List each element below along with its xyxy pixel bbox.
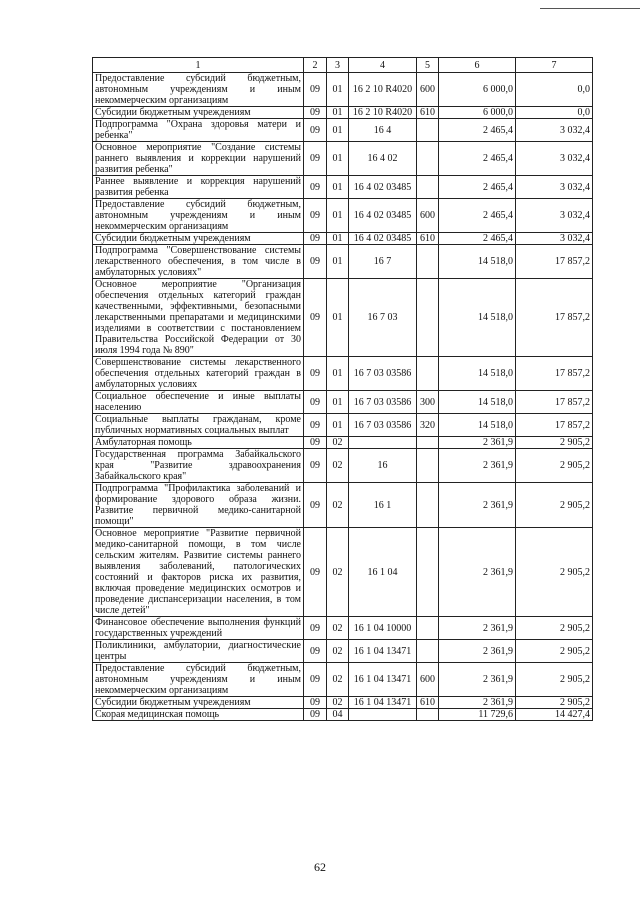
section-code-cell: 09 (304, 245, 327, 279)
table-row (93, 663, 593, 697)
expense-type-cell (417, 245, 439, 279)
table-row (93, 697, 593, 709)
amount-year2-cell: 17 857,2 (516, 279, 593, 357)
section-code-cell: 09 (304, 697, 327, 709)
page-number: 62 (314, 860, 326, 874)
amount-year1-cell: 14 518,0 (439, 245, 516, 279)
table-row (93, 709, 593, 721)
item-name-cell: Государственная программа Забайкальского края "Развитие здравоохранения Забайкальского края" (93, 449, 304, 483)
subsection-code-cell: 01 (327, 107, 349, 119)
subsection-code-cell: 01 (327, 357, 349, 391)
item-name-cell: Субсидии бюджетным учреждениям (93, 233, 304, 245)
amount-year1-cell: 2 361,9 (439, 528, 516, 617)
table-row (93, 391, 593, 414)
header-cell: 2 (304, 58, 327, 73)
expense-type-cell: 300 (417, 391, 439, 414)
section-code-cell: 09 (304, 528, 327, 617)
target-article-cell: 16 7 03 (349, 279, 417, 357)
amount-year1-cell: 2 361,9 (439, 663, 516, 697)
amount-year1-cell: 2 465,4 (439, 176, 516, 199)
header-cell: 4 (349, 58, 417, 73)
subsection-code-cell: 02 (327, 697, 349, 709)
amount-year2-cell: 2 905,2 (516, 640, 593, 663)
item-name-cell: Предоставление субсидий бюджетным, автономным учреждениям и иным некоммерческим организациям (93, 199, 304, 233)
amount-year1-cell: 11 729,6 (439, 709, 516, 721)
header-cell: 7 (516, 58, 593, 73)
expense-type-cell (417, 640, 439, 663)
subsection-code-cell: 01 (327, 73, 349, 107)
section-code-cell: 09 (304, 199, 327, 233)
item-name-cell: Подпрограмма "Профилактика заболеваний и формирование здорового образа жизни. Развитие первичной медико-санитарной помощи" (93, 483, 304, 528)
amount-year1-cell: 6 000,0 (439, 107, 516, 119)
budget-table (92, 57, 593, 721)
item-name-cell: Субсидии бюджетным учреждениям (93, 107, 304, 119)
table-row (93, 245, 593, 279)
target-article-cell (349, 709, 417, 721)
section-code-cell: 09 (304, 142, 327, 176)
subsection-code-cell: 01 (327, 245, 349, 279)
subsection-code-cell: 02 (327, 483, 349, 528)
amount-year1-cell: 2 361,9 (439, 437, 516, 449)
expense-type-cell (417, 528, 439, 617)
table-row (93, 449, 593, 483)
amount-year1-cell: 6 000,0 (439, 73, 516, 107)
header-cell: 5 (417, 58, 439, 73)
expense-type-cell (417, 142, 439, 176)
section-code-cell: 09 (304, 709, 327, 721)
amount-year2-cell: 3 032,4 (516, 199, 593, 233)
section-code-cell: 09 (304, 449, 327, 483)
item-name-cell: Амбулаторная помощь (93, 437, 304, 449)
item-name-cell: Основное мероприятие "Развитие первичной медико-санитарной помощи, в том числе сельским жителям. Развитие системы раннего выявления заболеваний, патологических состояний и факторов риска их развития, включая проведение медицинских осмотров и проведение диспансеризации населения, в том числе детей" (93, 528, 304, 617)
amount-year1-cell: 2 465,4 (439, 199, 516, 233)
amount-year1-cell: 2 465,4 (439, 233, 516, 245)
amount-year2-cell: 2 905,2 (516, 437, 593, 449)
item-name-cell: Предоставление субсидий бюджетным, автономным учреждениям и иным некоммерческим организациям (93, 73, 304, 107)
subsection-code-cell: 01 (327, 142, 349, 176)
amount-year2-cell: 17 857,2 (516, 357, 593, 391)
expense-type-cell (417, 437, 439, 449)
amount-year2-cell: 3 032,4 (516, 176, 593, 199)
target-article-cell: 16 1 04 13471 (349, 640, 417, 663)
item-name-cell: Финансовое обеспечение выполнения функций государственных учреждений (93, 617, 304, 640)
target-article-cell: 16 7 (349, 245, 417, 279)
item-name-cell: Социальное обеспечение и иные выплаты населению (93, 391, 304, 414)
item-name-cell: Подпрограмма "Охрана здоровья матери и ребенка" (93, 119, 304, 142)
expense-type-cell: 610 (417, 697, 439, 709)
subsection-code-cell: 01 (327, 233, 349, 245)
expense-type-cell: 600 (417, 663, 439, 697)
amount-year2-cell: 3 032,4 (516, 119, 593, 142)
section-code-cell: 09 (304, 279, 327, 357)
header-cell: 3 (327, 58, 349, 73)
subsection-code-cell: 04 (327, 709, 349, 721)
expense-type-cell (417, 483, 439, 528)
target-article-cell: 16 1 (349, 483, 417, 528)
item-name-cell: Предоставление субсидий бюджетным, автономным учреждениям и иным некоммерческим организациям (93, 663, 304, 697)
subsection-code-cell: 02 (327, 528, 349, 617)
expense-type-cell: 600 (417, 199, 439, 233)
amount-year1-cell: 2 361,9 (439, 483, 516, 528)
amount-year2-cell: 14 427,4 (516, 709, 593, 721)
table-row (93, 528, 593, 617)
amount-year1-cell: 14 518,0 (439, 391, 516, 414)
target-article-cell: 16 4 (349, 119, 417, 142)
subsection-code-cell: 01 (327, 391, 349, 414)
header-cell: 1 (93, 58, 304, 73)
expense-type-cell (417, 279, 439, 357)
target-article-cell: 16 (349, 449, 417, 483)
subsection-code-cell: 01 (327, 414, 349, 437)
table-row (93, 437, 593, 449)
table-row (93, 414, 593, 437)
amount-year2-cell: 3 032,4 (516, 142, 593, 176)
expense-type-cell: 610 (417, 107, 439, 119)
table-row (93, 233, 593, 245)
item-name-cell: Подпрограмма "Совершенствование системы лекарственного обеспечения, в том числе в амбулаторных условиях" (93, 245, 304, 279)
table-row (93, 73, 593, 107)
amount-year1-cell: 2 465,4 (439, 142, 516, 176)
item-name-cell: Основное мероприятие "Организация обеспечения отдельных категорий граждан качественными, эффективными, безопасными лекарственными препаратами и медицинскими изделиями в соответствии с постановлением Правительства Российской Федерации от 30 июля 1994 года № 890" (93, 279, 304, 357)
subsection-code-cell: 01 (327, 176, 349, 199)
section-code-cell: 09 (304, 483, 327, 528)
section-code-cell: 09 (304, 663, 327, 697)
subsection-code-cell: 02 (327, 449, 349, 483)
amount-year1-cell: 2 465,4 (439, 119, 516, 142)
section-code-cell: 09 (304, 437, 327, 449)
table-row (93, 483, 593, 528)
table-row (93, 357, 593, 391)
scan-edge-line (540, 8, 640, 9)
target-article-cell: 16 1 04 10000 (349, 617, 417, 640)
expense-type-cell (417, 617, 439, 640)
target-article-cell: 16 2 10 R4020 (349, 73, 417, 107)
target-article-cell: 16 4 02 03485 (349, 199, 417, 233)
subsection-code-cell: 02 (327, 640, 349, 663)
expense-type-cell (417, 119, 439, 142)
table-row (93, 640, 593, 663)
amount-year2-cell: 17 857,2 (516, 245, 593, 279)
item-name-cell: Совершенствование системы лекарственного обеспечения отдельных категорий граждан в амбулаторных условиях (93, 357, 304, 391)
expense-type-cell: 600 (417, 73, 439, 107)
table-row (93, 142, 593, 176)
section-code-cell: 09 (304, 357, 327, 391)
amount-year2-cell: 2 905,2 (516, 617, 593, 640)
amount-year1-cell: 2 361,9 (439, 449, 516, 483)
amount-year2-cell: 0,0 (516, 73, 593, 107)
target-article-cell: 16 7 03 03586 (349, 414, 417, 437)
amount-year1-cell: 2 361,9 (439, 697, 516, 709)
table-row (93, 617, 593, 640)
amount-year2-cell: 3 032,4 (516, 233, 593, 245)
amount-year2-cell: 0,0 (516, 107, 593, 119)
section-code-cell: 09 (304, 414, 327, 437)
header-cell: 6 (439, 58, 516, 73)
target-article-cell: 16 1 04 13471 (349, 697, 417, 709)
target-article-cell: 16 2 10 R4020 (349, 107, 417, 119)
amount-year2-cell: 2 905,2 (516, 483, 593, 528)
target-article-cell: 16 1 04 13471 (349, 663, 417, 697)
section-code-cell: 09 (304, 617, 327, 640)
item-name-cell: Основное мероприятие "Создание системы раннего выявления и коррекции нарушений развития ребенка" (93, 142, 304, 176)
subsection-code-cell: 02 (327, 663, 349, 697)
table-header-row (93, 58, 593, 73)
amount-year2-cell: 17 857,2 (516, 391, 593, 414)
target-article-cell: 16 7 03 03586 (349, 391, 417, 414)
section-code-cell: 09 (304, 233, 327, 245)
target-article-cell: 16 4 02 03485 (349, 233, 417, 245)
section-code-cell: 09 (304, 391, 327, 414)
expense-type-cell (417, 709, 439, 721)
amount-year2-cell: 2 905,2 (516, 663, 593, 697)
item-name-cell: Социальные выплаты гражданам, кроме публичных нормативных социальных выплат (93, 414, 304, 437)
item-name-cell: Раннее выявление и коррекция нарушений развития ребенка (93, 176, 304, 199)
item-name-cell: Поликлиники, амбулатории, диагностические центры (93, 640, 304, 663)
budget-table-body (93, 58, 593, 721)
expense-type-cell (417, 357, 439, 391)
amount-year1-cell: 14 518,0 (439, 414, 516, 437)
table-row (93, 107, 593, 119)
target-article-cell (349, 437, 417, 449)
expense-type-cell (417, 176, 439, 199)
amount-year1-cell: 14 518,0 (439, 279, 516, 357)
expense-type-cell (417, 449, 439, 483)
section-code-cell: 09 (304, 640, 327, 663)
table-row (93, 279, 593, 357)
section-code-cell: 09 (304, 107, 327, 119)
amount-year1-cell: 2 361,9 (439, 617, 516, 640)
section-code-cell: 09 (304, 119, 327, 142)
subsection-code-cell: 01 (327, 279, 349, 357)
amount-year1-cell: 2 361,9 (439, 640, 516, 663)
table-row (93, 119, 593, 142)
section-code-cell: 09 (304, 176, 327, 199)
table-row (93, 176, 593, 199)
amount-year2-cell: 2 905,2 (516, 528, 593, 617)
item-name-cell: Скорая медицинская помощь (93, 709, 304, 721)
section-code-cell: 09 (304, 73, 327, 107)
subsection-code-cell: 02 (327, 437, 349, 449)
expense-type-cell: 610 (417, 233, 439, 245)
expense-type-cell: 320 (417, 414, 439, 437)
amount-year1-cell: 14 518,0 (439, 357, 516, 391)
subsection-code-cell: 01 (327, 119, 349, 142)
amount-year2-cell: 2 905,2 (516, 449, 593, 483)
target-article-cell: 16 1 04 (349, 528, 417, 617)
item-name-cell: Субсидии бюджетным учреждениям (93, 697, 304, 709)
target-article-cell: 16 7 03 03586 (349, 357, 417, 391)
target-article-cell: 16 4 02 (349, 142, 417, 176)
subsection-code-cell: 02 (327, 617, 349, 640)
amount-year2-cell: 17 857,2 (516, 414, 593, 437)
table-row (93, 199, 593, 233)
target-article-cell: 16 4 02 03485 (349, 176, 417, 199)
subsection-code-cell: 01 (327, 199, 349, 233)
amount-year2-cell: 2 905,2 (516, 697, 593, 709)
